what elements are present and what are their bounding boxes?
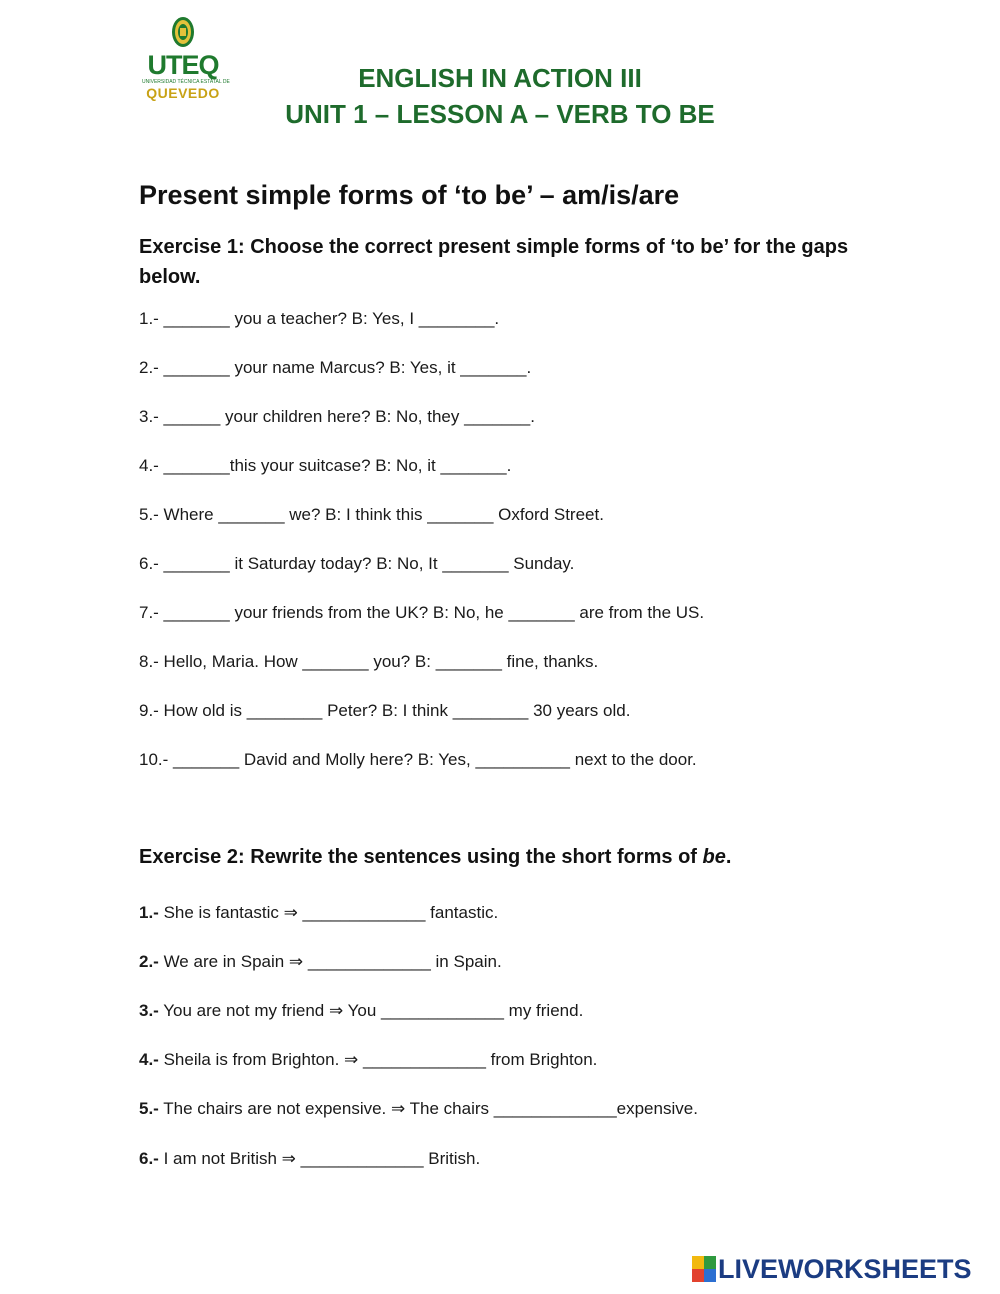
item-text: Sheila is from Brighton. ⇒ _____________ from Brighton. bbox=[158, 1050, 598, 1069]
exercise-1-item: 4.- _______this your suitcase? B: No, it _______. bbox=[139, 456, 512, 475]
exercise-1-item: 8.- Hello, Maria. How _______ you? B: _______ fine, thanks. bbox=[139, 652, 599, 671]
logo-city: QUEVEDO bbox=[146, 85, 220, 101]
brand-text: LIVEWORKSHEETS bbox=[718, 1254, 972, 1284]
exercise-1-item: 5.- Where _______ we? B: I think this _______ Oxford Street. bbox=[139, 505, 604, 524]
exercise-2-item bbox=[139, 1149, 480, 1169]
liveworksheets-icon bbox=[692, 1256, 716, 1282]
logo-name: UTEQ bbox=[147, 50, 219, 80]
page-title: Present simple forms of ‘to be’ – am/is/are bbox=[139, 180, 680, 210]
exercise-2-heading bbox=[139, 846, 731, 869]
exercise-1-heading: Exercise 1: Choose the correct present simple forms of ‘to be’ for the gaps below. bbox=[139, 236, 849, 288]
item-number: 6.- bbox=[139, 1149, 159, 1168]
exercise-2-item bbox=[139, 903, 498, 923]
exercise-2-item bbox=[139, 1001, 583, 1021]
exercise-1-item: 2.- _______ your name Marcus? B: Yes, it _______. bbox=[139, 358, 532, 377]
item-number: 1.- bbox=[139, 903, 159, 922]
item-number: 4.- bbox=[139, 1050, 159, 1069]
exercise-2-heading-italic: be bbox=[702, 846, 726, 868]
icon-square bbox=[692, 1269, 704, 1282]
liveworksheets-logo bbox=[692, 1254, 972, 1284]
item-text: The chairs are not expensive. ⇒ The chairs _____________expensive. bbox=[158, 1099, 698, 1118]
item-text: You are not my friend ⇒ You _____________ my friend. bbox=[158, 1001, 584, 1020]
logo-subtitle: UNIVERSIDAD TÉCNICA ESTATAL DE bbox=[142, 79, 230, 85]
item-text: We are in Spain ⇒ _____________ in Spain. bbox=[158, 952, 502, 971]
exercise-2-item bbox=[139, 952, 502, 972]
unit-title: UNIT 1 – LESSON A – VERB TO BE bbox=[285, 99, 715, 129]
icon-square bbox=[704, 1269, 716, 1282]
university-crest-icon bbox=[142, 16, 224, 50]
exercise-1-item: 6.- _______ it Saturday today? B: No, It _______ Sunday. bbox=[139, 554, 575, 573]
course-title: ENGLISH IN ACTION III bbox=[358, 63, 642, 93]
item-text: She is fantastic ⇒ _____________ fantastic. bbox=[158, 903, 499, 922]
exercise-1-item: 10.- _______ David and Molly here? B: Yes, __________ next to the door. bbox=[139, 750, 697, 769]
icon-square bbox=[704, 1256, 716, 1269]
exercise-2-heading-prefix: Exercise 2: Rewrite the sentences using the short forms of bbox=[139, 846, 703, 868]
document-header bbox=[0, 60, 1000, 132]
exercise-2-item bbox=[139, 1099, 698, 1119]
exercise-1-item: 7.- _______ your friends from the UK? B: No, he _______ are from the US. bbox=[139, 603, 705, 622]
item-text: I am not British ⇒ _____________ British. bbox=[158, 1149, 481, 1168]
exercise-1-item: 3.- ______ your children here? B: No, they _______. bbox=[139, 407, 535, 426]
exercise-1-item: 1.- _______ you a teacher? B: Yes, I ________. bbox=[139, 309, 500, 328]
exercise-1-item: 9.- How old is ________ Peter? B: I think ________ 30 years old. bbox=[139, 701, 631, 720]
exercise-2-heading-suffix: . bbox=[725, 846, 732, 868]
item-number: 5.- bbox=[139, 1099, 159, 1118]
item-number: 2.- bbox=[139, 952, 159, 971]
exercise-2-item bbox=[139, 1050, 597, 1070]
icon-square bbox=[692, 1256, 704, 1269]
item-number: 3.- bbox=[139, 1001, 159, 1020]
